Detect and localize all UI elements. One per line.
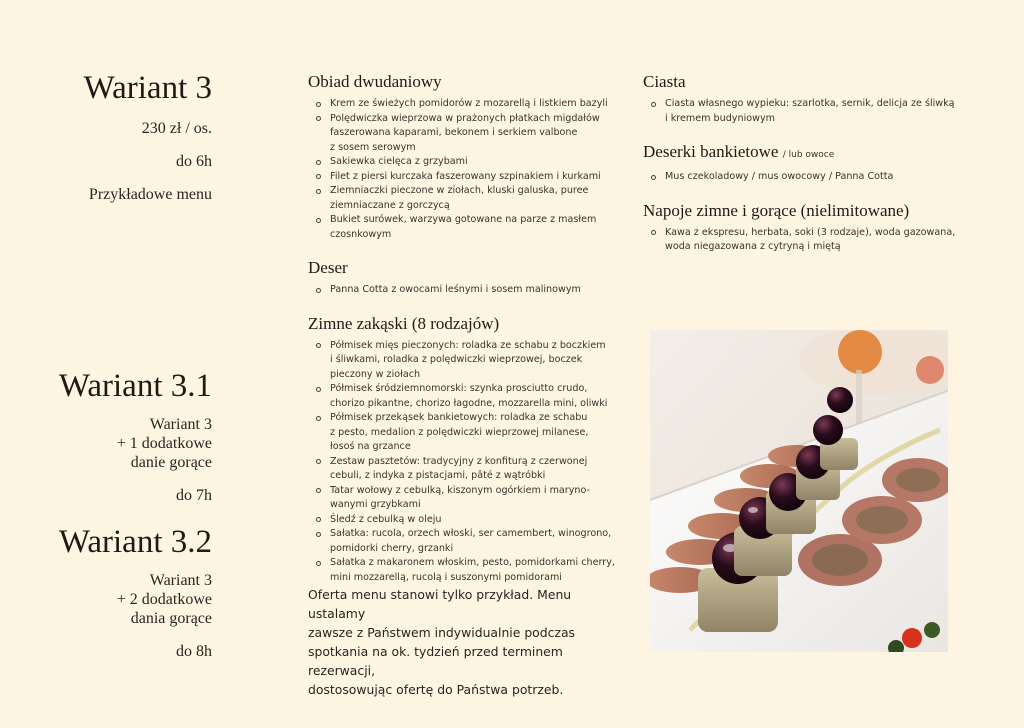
- menu-item-line: ziemniaczane z gorczycą: [330, 199, 450, 211]
- menu-item: [308, 283, 628, 298]
- menu-item-line: Tatar wołowy z cebulką, kiszonym ogórkiem i maryno-: [330, 484, 591, 496]
- menu-item: [308, 411, 628, 455]
- variant-3-title: Wariant 3: [83, 70, 212, 106]
- section-title: [643, 72, 963, 92]
- menu-item-line: Sakiewka cielęca z grzybami: [330, 156, 468, 167]
- menu-item-list: [643, 170, 963, 185]
- menu-item-line: łosoś na grzance: [330, 441, 411, 452]
- menu-item: [308, 213, 628, 242]
- menu-item-line: Krem ze świeżych pomidorów z mozarellą i listkiem bazyli: [330, 98, 608, 109]
- variant-3-2-title: Wariant 3.2: [58, 524, 212, 560]
- menu-item-line: pomidorki cherry, grzanki: [330, 542, 454, 554]
- menu-item-line: i śliwkami, roladka z polędwiczki wieprzowej, boczek: [330, 354, 583, 365]
- food-photo-image: [650, 330, 948, 652]
- menu-item: [308, 556, 628, 585]
- variant-3-price: 230 zł / os.: [141, 120, 212, 137]
- offer-line: dostosowując ofertę do Państwa potrzeb.: [308, 682, 564, 697]
- section-title: [308, 72, 628, 92]
- menu-item-line: z sosem serowym: [330, 141, 416, 153]
- menu-item-line: Polędwiczka wieprzowa w prażonych płatkach migdałów: [330, 112, 600, 124]
- menu-column-right: [643, 72, 963, 255]
- menu-item-line: Półmisek mięs pieczonych: roladka ze schabu z boczkiem: [330, 339, 606, 351]
- variant-3-hours: do 6h: [176, 153, 212, 170]
- menu-item-line: z pesto, medalion z polędwiczki wieprzowej milanese,: [330, 426, 589, 438]
- variant-3-2-sub-line: + 2 dodatkowe: [116, 591, 212, 608]
- variant-3-1: [59, 370, 212, 505]
- menu-item: [308, 97, 628, 112]
- menu-item: [308, 382, 628, 411]
- menu-item: [308, 170, 628, 185]
- menu-item-line: Sałatka: rucola, orzech włoski, ser camembert, winogrono,: [330, 528, 612, 539]
- menu-item-line: Ciasta własnego wypieku: szarlotka, sernik, delicja ze śliwką: [665, 98, 955, 109]
- sample-menu-label: Przykładowe menu: [88, 186, 212, 203]
- section-title-text: Deserki bankietowe: [643, 142, 779, 161]
- menu-item-line: Kawa z ekspresu, herbata, soki (3 rodzaje), woda gazowana,: [665, 226, 956, 238]
- variant-3-2-sub-line: Wariant 3: [149, 572, 212, 589]
- section-title-text: Obiad dwudaniowy: [308, 72, 442, 91]
- menu-item-line: chorizo pikantne, chorizo łagodne, mozzarella mini, oliwki: [330, 397, 608, 409]
- variant-3-2-hours: do 8h: [176, 643, 212, 660]
- menu-item-line: mini mozzarellą, rucolą i suszonymi pomidorami: [330, 571, 562, 583]
- menu-item-list: [643, 226, 963, 255]
- variant-3-2-sub-line: dania gorące: [130, 610, 212, 627]
- menu-column-middle: [308, 72, 628, 585]
- section-title-text: Deser: [308, 258, 348, 277]
- variant-3-1-sub-line: danie gorące: [130, 454, 212, 471]
- variant-3-2: [59, 526, 212, 661]
- section-title-note: / lub owoce: [782, 150, 835, 160]
- section-title: [308, 314, 628, 334]
- variant-3-1-hours: do 7h: [176, 487, 212, 504]
- food-photo: [650, 330, 948, 652]
- menu-item-line: cebuli, z indyka z pistacjami, pâté z wątróbki: [330, 470, 546, 481]
- menu-item: [308, 484, 628, 513]
- menu-item: [643, 226, 963, 255]
- menu-item-line: Półmisek przekąsek bankietowych: roladka ze schabu: [330, 412, 588, 423]
- offer-note: [308, 585, 628, 699]
- variant-3: [84, 72, 212, 204]
- offer-line: Oferta menu stanowi tylko przykład. Menu ustalamy: [308, 587, 572, 621]
- menu-item-list: [308, 97, 628, 242]
- menu-item: [308, 339, 628, 383]
- menu-item-line: Śledź z cebulką w oleju: [330, 513, 442, 525]
- menu-item-line: Ziemniaczki pieczone w ziołach, kluski galuska, puree: [330, 185, 589, 196]
- menu-item: [308, 527, 628, 556]
- offer-line: zawsze z Państwem indywidualnie podczas: [308, 625, 575, 640]
- offer-line: spotkania na ok. tydzień przed terminem rezerwacji,: [308, 644, 563, 678]
- menu-item-line: czosnkowym: [330, 228, 392, 240]
- section-title: [643, 201, 963, 221]
- section-title: [643, 142, 963, 165]
- menu-item-line: Zestaw pasztetów: tradycyjny z konfiturą z czerwonej: [330, 455, 588, 467]
- menu-item: [643, 170, 963, 185]
- variant-3-1-title: Wariant 3.1: [58, 368, 212, 404]
- menu-item-list: [643, 97, 963, 126]
- menu-item-list: [308, 339, 628, 586]
- menu-item: [308, 513, 628, 528]
- menu-item: [308, 155, 628, 170]
- menu-item-line: pieczony w ziołach: [330, 368, 421, 380]
- menu-item-list: [308, 283, 628, 298]
- menu-item-line: faszerowana kaparami, bekonem i serkiem valbone: [330, 127, 578, 138]
- menu-item-line: wanymi grzybkami: [330, 499, 421, 510]
- menu-item-line: Bukiet surówek, warzywa gotowane na parze z masłem: [330, 214, 597, 225]
- menu-item-line: Półmisek śródziemnomorski: szynka prosciutto crudo,: [330, 383, 588, 394]
- menu-item-line: woda niegazowana z cytryną i miętą: [665, 241, 841, 252]
- section-title-text: Zimne zakąski (8 rodzajów): [308, 313, 500, 333]
- section-title: [308, 258, 628, 278]
- variant-3-1-sub-line: + 1 dodatkowe: [116, 435, 212, 452]
- menu-item-line: Filet z piersi kurczaka faszerowany szpinakiem i kurkami: [330, 170, 601, 182]
- menu-item: [308, 184, 628, 213]
- menu-item-line: Panna Cotta z owocami leśnymi i sosem malinowym: [330, 284, 581, 295]
- menu-item-line: i kremem budyniowym: [665, 112, 775, 124]
- section-title-text: Ciasta: [643, 72, 686, 91]
- menu-item: [643, 97, 963, 126]
- menu-item: [308, 112, 628, 156]
- menu-item-line: Mus czekoladowy / mus owocowy / Panna Cotta: [665, 171, 894, 182]
- menu-item: [308, 455, 628, 484]
- section-title-text: Napoje zimne i gorące (nielimitowane): [643, 200, 910, 220]
- menu-item-line: Sałatka z makaronem włoskim, pesto, pomidorkami cherry,: [330, 557, 615, 568]
- variant-3-1-sub-line: Wariant 3: [149, 416, 212, 433]
